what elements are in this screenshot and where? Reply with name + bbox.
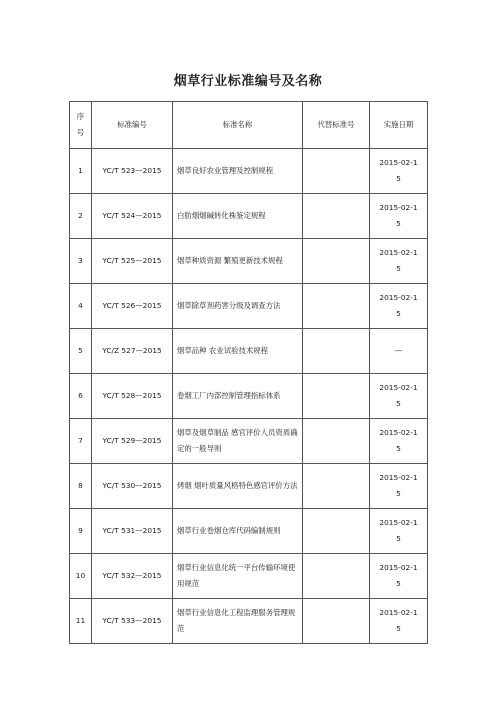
- table-row: [70, 509, 428, 554]
- replaced-standard: [303, 149, 370, 194]
- standard-code: YC/T 530—2015: [92, 464, 173, 509]
- standard-code: YC/T 531—2015: [92, 509, 173, 554]
- table-row: [70, 149, 428, 194]
- table-row: [70, 239, 428, 284]
- standard-code: YC/T 525—2015: [92, 239, 173, 284]
- row-number: 9: [70, 509, 92, 554]
- table-row: [70, 554, 428, 599]
- row-number: 6: [70, 374, 92, 419]
- header-name: 标准名称: [173, 102, 303, 149]
- standard-name: 烟草除草剂药害分级及调查方法: [173, 284, 303, 329]
- effective-date: 2015-02-15: [370, 284, 428, 329]
- row-number: 3: [70, 239, 92, 284]
- row-number: 2: [70, 194, 92, 239]
- standard-name: 卷烟工厂内部控制管理指标体系: [173, 374, 303, 419]
- replaced-standard: [303, 194, 370, 239]
- effective-date: 2015-02-15: [370, 464, 428, 509]
- standard-name: 烟草行业信息化工程监理服务管理规范: [173, 599, 303, 644]
- effective-date: 2015-02-15: [370, 509, 428, 554]
- standard-code: YC/T 524—2015: [92, 194, 173, 239]
- replaced-standard: [303, 599, 370, 644]
- replaced-standard: [303, 329, 370, 374]
- effective-date: 2015-02-15: [370, 239, 428, 284]
- standard-code: YC/T 526—2015: [92, 284, 173, 329]
- replaced-standard: [303, 284, 370, 329]
- standard-code: YC/T 533—2015: [92, 599, 173, 644]
- row-number: 7: [70, 419, 92, 464]
- row-number: 4: [70, 284, 92, 329]
- table-row: [70, 374, 428, 419]
- replaced-standard: [303, 239, 370, 284]
- standard-name: 烟草品种 农业试验技术规程: [173, 329, 303, 374]
- standard-name: 烟草行业卷烟仓库代码编制规则: [173, 509, 303, 554]
- standard-code: YC/T 532—2015: [92, 554, 173, 599]
- replaced-standard: [303, 464, 370, 509]
- header-replaced: 代替标准号: [303, 102, 370, 149]
- table-row: [70, 599, 428, 644]
- table-header-row: [70, 102, 428, 149]
- effective-date: 2015-02-15: [370, 599, 428, 644]
- effective-date: —: [370, 329, 428, 374]
- replaced-standard: [303, 374, 370, 419]
- row-number: 11: [70, 599, 92, 644]
- table-row: [70, 194, 428, 239]
- row-number: 1: [70, 149, 92, 194]
- standard-code: YC/T 523—2015: [92, 149, 173, 194]
- standard-name: 白肋烟烟碱转化株鉴定规程: [173, 194, 303, 239]
- standard-name: 烤烟 烟叶质量风格特色感官评价方法: [173, 464, 303, 509]
- effective-date: 2015-02-15: [370, 194, 428, 239]
- standard-code: YC/T 528—2015: [92, 374, 173, 419]
- effective-date: 2015-02-15: [370, 419, 428, 464]
- header-date: 实施日期: [370, 102, 428, 149]
- table-row: [70, 419, 428, 464]
- row-number: 10: [70, 554, 92, 599]
- table-row: [70, 329, 428, 374]
- row-number: 8: [70, 464, 92, 509]
- standard-name: 烟草种质资源 繁殖更新技术规程: [173, 239, 303, 284]
- header-code: 标准编号: [92, 102, 173, 149]
- table-row: [70, 284, 428, 329]
- standard-code: YC/Z 527—2015: [92, 329, 173, 374]
- replaced-standard: [303, 554, 370, 599]
- standard-name: 烟草行业信息化统一平台传输环境使用规范: [173, 554, 303, 599]
- row-number: 5: [70, 329, 92, 374]
- header-num: 序号: [70, 102, 92, 149]
- table-row: [70, 464, 428, 509]
- standard-name: 烟草及烟草制品 感官评价人员资质确定的一般导则: [173, 419, 303, 464]
- replaced-standard: [303, 509, 370, 554]
- effective-date: 2015-02-15: [370, 554, 428, 599]
- standards-table: [69, 101, 428, 644]
- standard-code: YC/T 529—2015: [92, 419, 173, 464]
- replaced-standard: [303, 419, 370, 464]
- document-title: 烟草行业标准编号及名称: [173, 74, 323, 89]
- effective-date: 2015-02-15: [370, 149, 428, 194]
- effective-date: 2015-02-15: [370, 374, 428, 419]
- standard-name: 烟草良好农业管理及控制规程: [173, 149, 303, 194]
